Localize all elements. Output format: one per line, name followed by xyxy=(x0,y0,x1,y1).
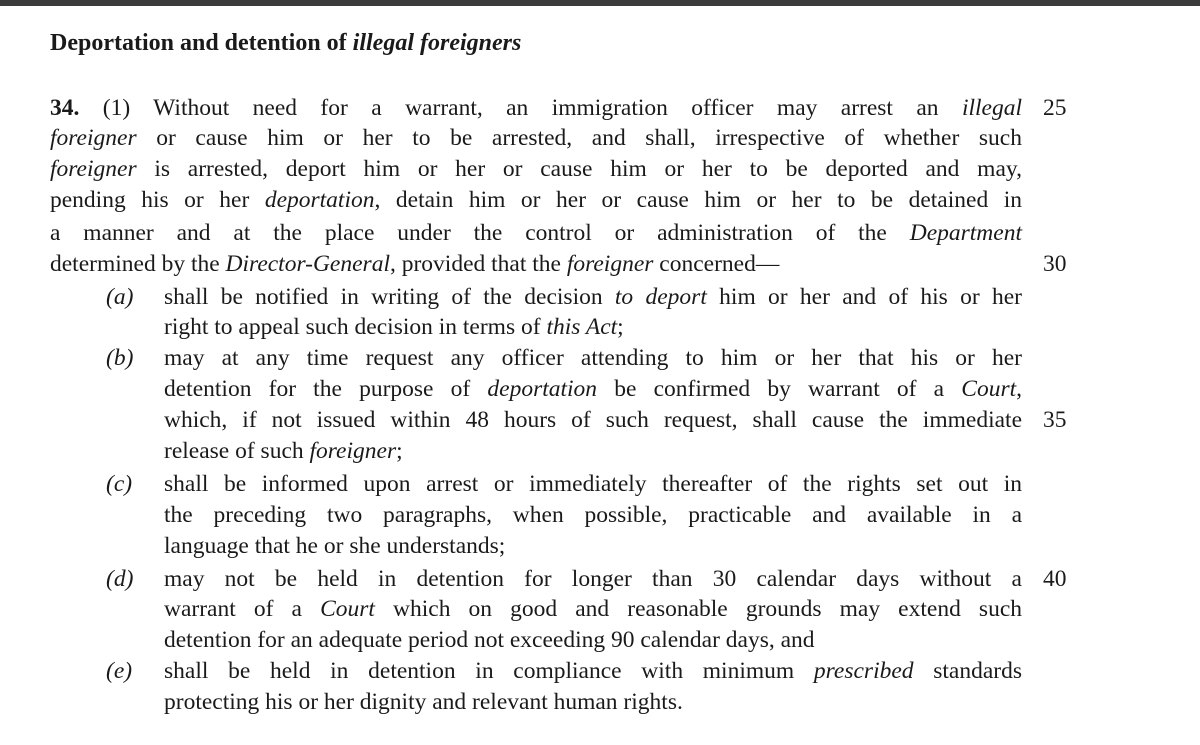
text-run: shall be notified in writing of the decision xyxy=(164,284,615,310)
line-content xyxy=(103,95,1022,121)
text-run: detention for an adequate period not exceeding 90 calendar days, and xyxy=(164,627,815,653)
italic-term: foreigner xyxy=(566,251,654,277)
text-run: (1) Without need for a warrant, an immigration officer may arrest an xyxy=(102,95,962,121)
text-run: , detain him or her or cause him or her to be detained in xyxy=(374,187,1022,213)
text-run: ; xyxy=(617,314,624,340)
text-run: release of such xyxy=(164,438,310,464)
line-content xyxy=(164,314,624,340)
text-run: may not be held in detention for longer than 30 calendar days without a xyxy=(164,566,1022,592)
text-run: which on good and reasonable grounds may extend such xyxy=(374,596,1022,622)
text-run: pending his or her xyxy=(50,187,265,213)
paragraph-c-line-1 xyxy=(164,470,1022,498)
line-content xyxy=(164,438,403,464)
line-content xyxy=(164,284,1022,310)
text-run: may at any time request any officer attending to him or her that his or her xyxy=(164,345,1022,371)
text-run: , xyxy=(1016,376,1022,402)
line-content xyxy=(164,533,505,559)
paragraph-e-line-2 xyxy=(164,688,683,716)
italic-term: to deport xyxy=(614,284,707,310)
text-run: him or her and of his or her xyxy=(706,284,1022,310)
paragraph-c-line-3 xyxy=(164,532,505,560)
paragraph-b-line-1 xyxy=(164,344,1022,372)
heading-text: Deportation and detention of xyxy=(50,30,353,56)
text-run: right to appeal such decision in terms of xyxy=(164,314,547,340)
italic-term: Court xyxy=(961,376,1017,402)
paragraph-a-line-1 xyxy=(164,283,1022,311)
line-number-40: 40 xyxy=(1043,566,1067,592)
line-content xyxy=(164,345,1022,371)
paragraph-label-d: (d) xyxy=(106,566,134,592)
line-number-30: 30 xyxy=(1043,251,1067,277)
text-run: standards xyxy=(913,658,1022,684)
italic-term: foreigner xyxy=(50,125,137,151)
section-line-2 xyxy=(50,124,1022,152)
text-run: which, if not issued within 48 hours of such request, shall cause the immediate xyxy=(164,407,1022,433)
line-content xyxy=(164,407,1022,433)
section-line-4 xyxy=(50,186,1022,214)
text-run: the preceding two paragraphs, when possible, practicable and available in a xyxy=(164,502,1022,528)
text-run: detention for the purpose of xyxy=(164,376,488,402)
paragraph-label-b: (b) xyxy=(106,345,134,371)
text-run: shall be informed upon arrest or immediately thereafter of the rights set out in xyxy=(164,471,1022,497)
section-line-3 xyxy=(50,155,1022,183)
text-run: is arrested, deport him or her or cause him or her to be deported and may, xyxy=(136,156,1022,182)
text-run: concerned— xyxy=(653,251,780,277)
text-run: warrant of a xyxy=(164,596,321,622)
line-content xyxy=(164,689,683,715)
line-content xyxy=(164,658,1022,684)
line-content xyxy=(164,596,1022,622)
line-content xyxy=(50,251,779,277)
line-content xyxy=(164,627,815,653)
text-run: be confirmed by warrant of a xyxy=(597,376,962,402)
paragraph-d-line-3 xyxy=(164,626,815,654)
paragraph-a-line-2 xyxy=(164,313,624,341)
italic-term: Department xyxy=(909,220,1022,246)
italic-term: Director-General xyxy=(225,251,390,277)
paragraph-b-line-4 xyxy=(164,437,403,465)
paragraph-d-line-2 xyxy=(164,595,1022,623)
line-content xyxy=(164,471,1022,497)
section-line-1 xyxy=(50,94,1022,122)
text-run: , provided that the xyxy=(389,251,567,277)
paragraph-c-line-2 xyxy=(164,501,1022,529)
italic-term: illegal xyxy=(961,95,1023,121)
italic-term: deportation xyxy=(264,187,375,213)
line-content xyxy=(50,125,1022,151)
italic-term: foreigner xyxy=(50,156,137,182)
text-run: a manner and at the place under the control or administration of the xyxy=(50,220,910,246)
heading-italic-text: illegal foreigners xyxy=(352,30,522,56)
line-number-25: 25 xyxy=(1043,95,1067,121)
italic-term: prescribed xyxy=(813,658,914,684)
section-heading xyxy=(50,30,521,57)
paragraph-e-line-1 xyxy=(164,657,1022,685)
section-line-6 xyxy=(50,250,779,278)
text-run: ; xyxy=(396,438,403,464)
text-run: determined by the xyxy=(50,251,226,277)
line-content xyxy=(50,187,1022,213)
paragraph-d-line-1 xyxy=(164,565,1022,593)
italic-term: foreigner xyxy=(309,438,397,464)
italic-term: this Act xyxy=(546,314,618,340)
italic-term: Court xyxy=(320,596,375,622)
section-line-5 xyxy=(50,219,1022,247)
line-content xyxy=(164,502,1022,528)
line-number-35: 35 xyxy=(1043,407,1067,433)
paragraph-label-c: (c) xyxy=(106,471,133,497)
section-number: 34. xyxy=(50,95,80,121)
italic-term: deportation xyxy=(487,376,598,402)
text-run: or cause him or her to be arrested, and shall, irrespective of whether such xyxy=(136,125,1022,151)
paragraph-b-line-2 xyxy=(164,375,1022,403)
line-content xyxy=(50,156,1022,182)
line-content xyxy=(164,376,1022,402)
line-content xyxy=(164,566,1022,592)
line-content xyxy=(50,220,1022,246)
text-run: language that he or she understands; xyxy=(164,533,506,559)
paragraph-label-e: (e) xyxy=(106,658,133,684)
text-run: protecting his or her dignity and relevant human rights. xyxy=(164,689,683,715)
paragraph-label-a: (a) xyxy=(106,284,134,310)
paragraph-b-line-3 xyxy=(164,406,1022,434)
text-run: shall be held in detention in compliance with minimum xyxy=(164,658,814,684)
